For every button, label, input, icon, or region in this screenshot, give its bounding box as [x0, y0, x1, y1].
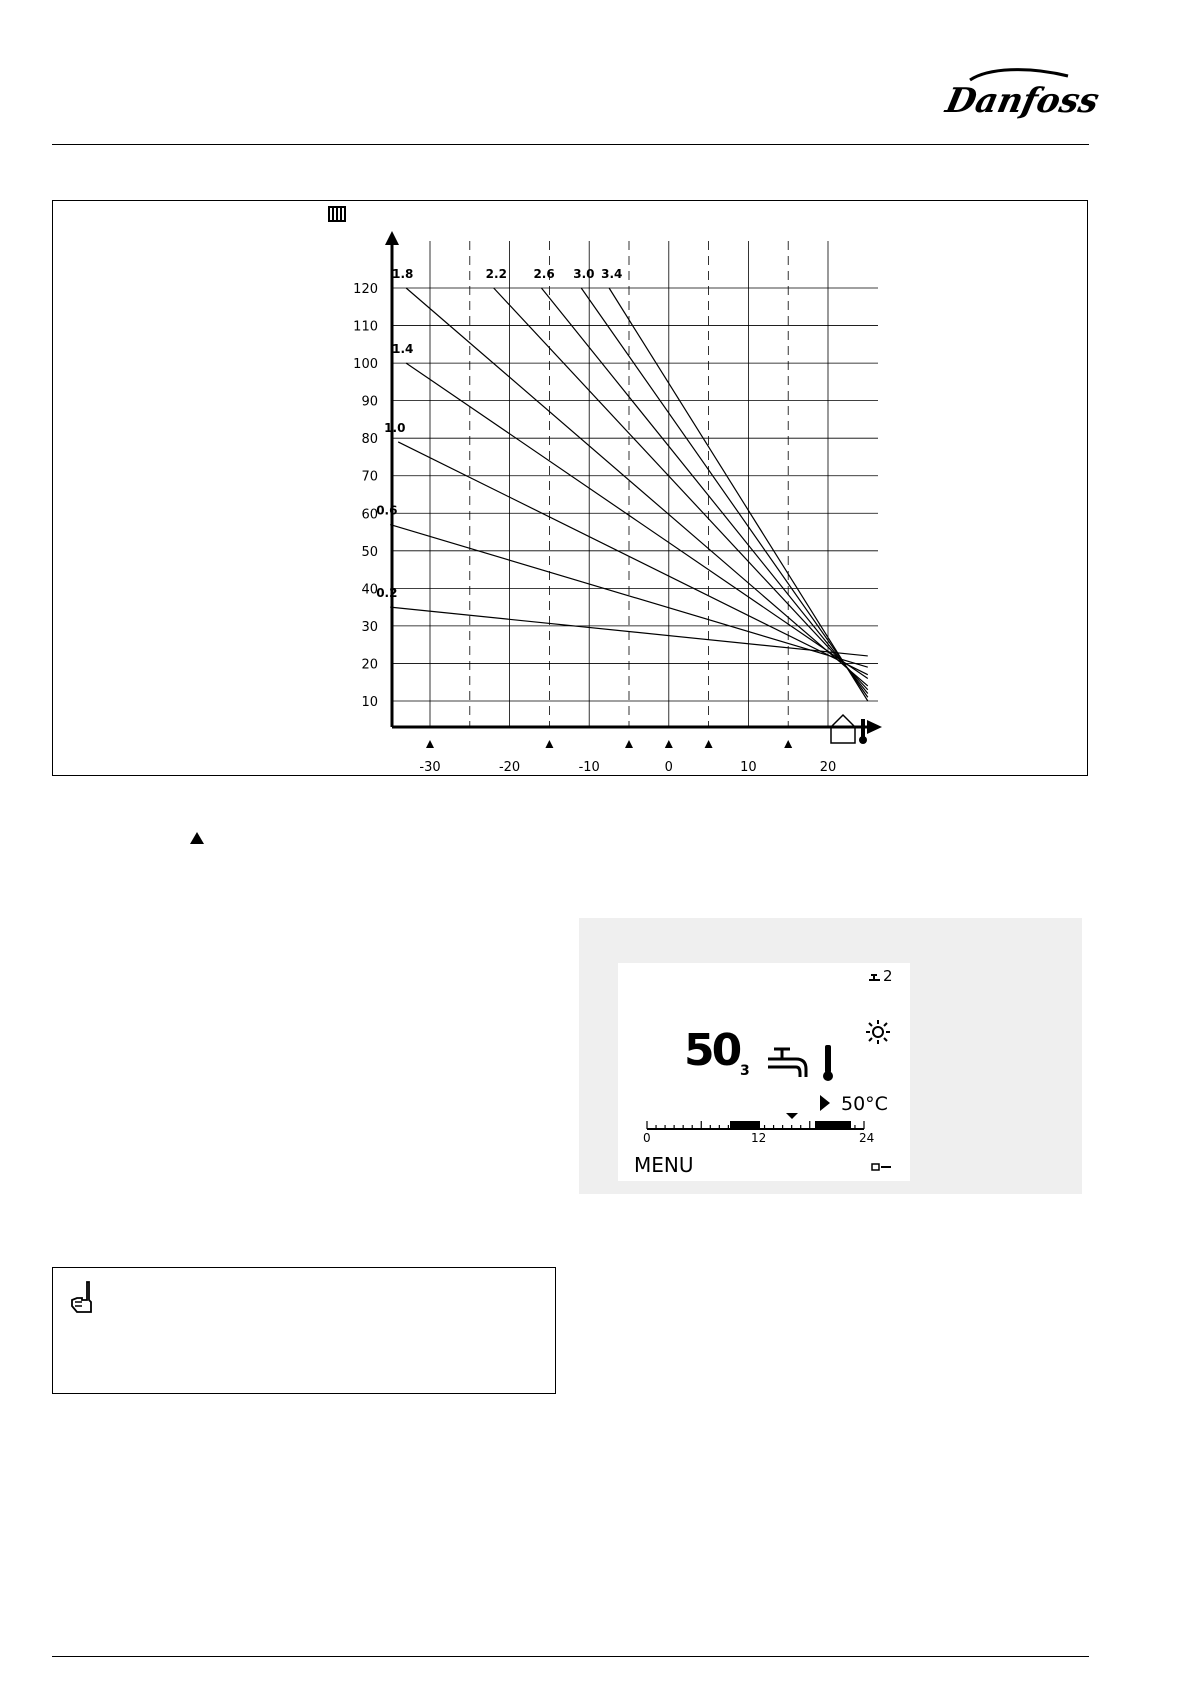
outdoor-temperature-icon — [831, 715, 867, 744]
timeline-mid: 12 — [751, 1131, 767, 1145]
x-marker-triangle — [545, 740, 553, 748]
tap-small-icon — [868, 973, 882, 983]
lcd-screen — [618, 963, 910, 1181]
y-tick-label: 110 — [353, 319, 378, 335]
heating-curve-1-4 — [406, 363, 868, 678]
header-rule — [52, 144, 1089, 145]
x-marker-triangle — [426, 740, 434, 748]
curve-label: 1.0 — [384, 420, 406, 435]
x-marker-triangle — [705, 740, 713, 748]
controller-display-panel — [579, 918, 1082, 1194]
curve-label: 1.4 — [392, 342, 414, 357]
x-tick-label: -30 — [419, 760, 441, 775]
hot-water-tap-icon — [766, 1045, 810, 1081]
thermometer-icon — [821, 1043, 835, 1083]
logo-wordmark: Danfoss — [942, 81, 1103, 121]
curve-label: 3.0 — [573, 267, 595, 281]
curve-label: 1.8 — [392, 267, 414, 281]
comfort-period-2 — [815, 1121, 851, 1129]
curve-label: 2.2 — [485, 267, 507, 281]
circuit-number: 2 — [883, 967, 893, 985]
y-tick-label: 100 — [353, 357, 378, 373]
heating-curve-1-0 — [398, 442, 868, 675]
main-temperature-decimal: 3 — [740, 1063, 750, 1079]
sun-icon — [865, 1019, 891, 1045]
standby-icon — [871, 1162, 893, 1172]
x-tick-label: 20 — [819, 760, 837, 775]
danfoss-logo — [942, 56, 1103, 126]
heating-curve-2-6 — [541, 288, 867, 693]
y-tick-label: 10 — [361, 695, 378, 710]
x-marker-triangle — [784, 740, 792, 748]
setpoint-value: 50°C — [841, 1093, 888, 1115]
y-tick-label: 20 — [361, 657, 378, 673]
heating-curve-3-0 — [581, 288, 868, 697]
x-marker-triangle — [625, 740, 633, 748]
heating-curve-chart — [53, 201, 1089, 777]
y-tick-label: 50 — [361, 544, 378, 560]
x-tick-label: -10 — [578, 760, 600, 775]
x-axis-arrow — [867, 720, 882, 734]
y-tick-label: 90 — [361, 394, 378, 410]
x-marker-triangle — [665, 740, 673, 748]
x-tick-label: 0 — [664, 760, 673, 775]
y-tick-label: 30 — [361, 619, 378, 635]
current-time-marker — [786, 1113, 798, 1119]
footer-rule — [52, 1656, 1089, 1657]
y-tick-label: 70 — [361, 469, 378, 485]
note-box — [52, 1267, 556, 1394]
curve-label: 0.2 — [376, 586, 398, 601]
reference-triangle-icon — [189, 831, 205, 845]
y-tick-label: 80 — [361, 432, 378, 448]
y-tick-label: 40 — [361, 582, 378, 598]
main-temperature-value: 50 — [684, 1025, 740, 1076]
y-tick-label: 120 — [353, 282, 378, 297]
curve-label: 3.4 — [601, 267, 623, 281]
comfort-period-1 — [730, 1121, 760, 1129]
x-tick-label: 10 — [740, 760, 757, 775]
timeline-end: 24 — [859, 1131, 875, 1145]
timeline-start: 0 — [643, 1131, 651, 1145]
pointing-hand-icon — [69, 1280, 95, 1316]
x-tick-label: -20 — [498, 760, 521, 775]
y-axis-arrow — [385, 231, 399, 245]
curve-label: 0.6 — [376, 503, 398, 518]
radiator-icon — [329, 207, 345, 221]
y-tick-label: 60 — [361, 507, 378, 523]
heating-curve-3-4 — [609, 288, 868, 701]
curve-label: 2.6 — [533, 267, 555, 281]
heating-curve-figure — [52, 200, 1088, 776]
menu-label[interactable]: MENU — [634, 1153, 694, 1177]
